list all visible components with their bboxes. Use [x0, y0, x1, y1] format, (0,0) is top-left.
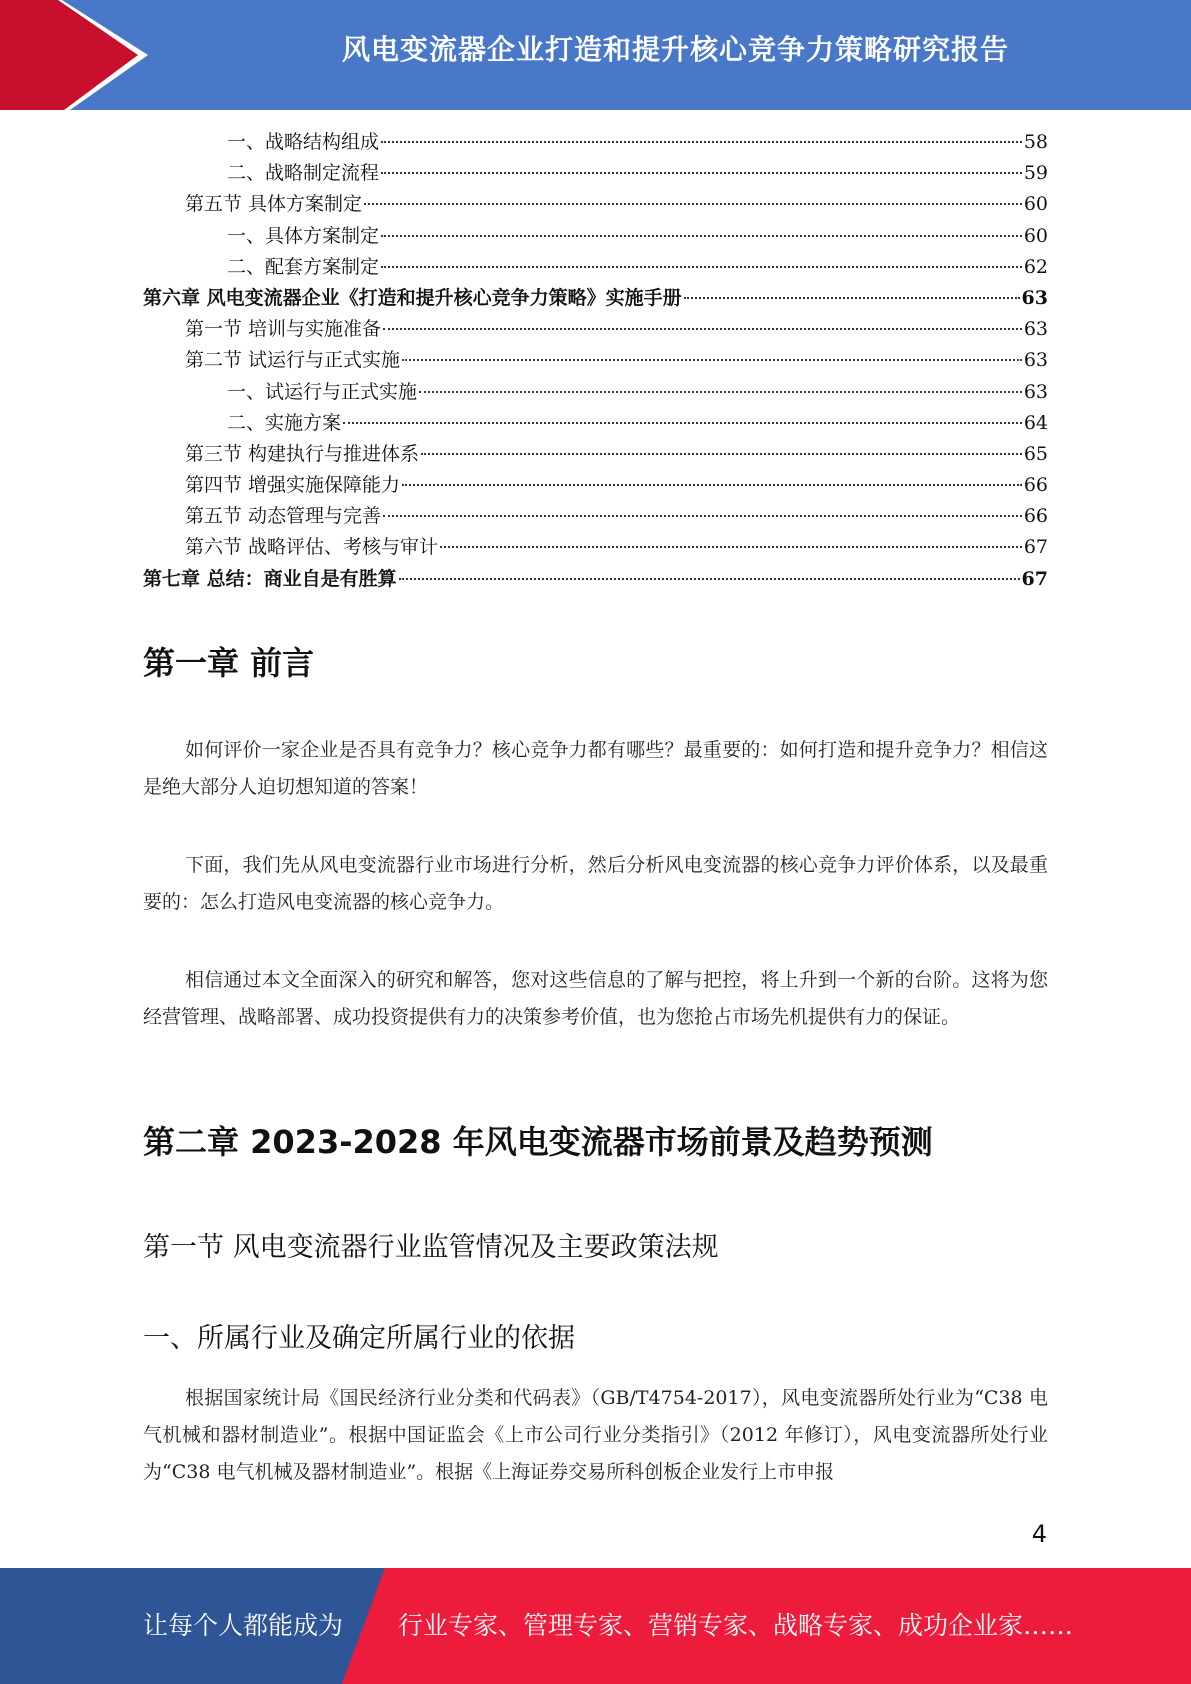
toc-entry-page: 67: [1023, 536, 1048, 559]
header-arrow-decoration: [0, 0, 160, 110]
toc-leader-dots: [684, 297, 1020, 299]
chapter-2-paragraph: 根据国家统计局《国民经济行业分类和代码表》（GB/T4754-2017），风电变流器所处行业为“C38 电气机械和器材制造业”。根据中国证监会《上市公司行业分类指引》（2012 年修订），风电变流器所处行业为“C38 电气机械及器材制造业”。根据《上海证券交易所科创板企业发行上市申报: [143, 1387, 1048, 1483]
toc-entry[interactable]: [143, 221, 1048, 252]
toc-leader-dots: [381, 141, 1022, 143]
toc-entry-page: 64: [1023, 411, 1048, 434]
toc-leader-dots: [383, 328, 1022, 330]
toc-entry-label: 第六章 风电变流器企业《打造和提升核心竞争力策略》实施手册: [143, 286, 682, 309]
toc-entry-page: 58: [1023, 131, 1048, 153]
toc-entry-label: 第四节 增强实施保障能力: [185, 474, 401, 497]
toc-entry-page: 60: [1023, 193, 1048, 216]
toc-entry[interactable]: [143, 377, 1048, 408]
toc-entry-label: 二、配套方案制定: [227, 255, 380, 278]
footer-slogan-left: 让每个人都能成为: [143, 1611, 344, 1640]
subsection-heading: 一、所属行业及确定所属行业的依据: [143, 1323, 575, 1354]
page-footer: [0, 1568, 1191, 1684]
toc-entry-label: 第二节 试运行与正式实施: [185, 349, 401, 372]
chapter-1-paragraph: 如何评价一家企业是否具有竞争力？核心竞争力都有哪些？最重要的：如何打造和提升竞争力？相信这是绝大部分人迫切想知道的答案！: [143, 739, 1048, 798]
toc-leader-dots: [381, 266, 1022, 268]
toc-entry-label: 第七章 总结：商业自是有胜算: [143, 567, 397, 590]
toc-entry-label: 一、具体方案制定: [227, 224, 380, 247]
toc-leader-dots: [399, 578, 1020, 580]
toc-entry-page: 63: [1023, 380, 1048, 403]
section-heading: 第一节 风电变流器行业监管情况及主要政策法规: [143, 1232, 719, 1263]
page-header: [0, 0, 1191, 110]
page-number: 4: [1031, 1520, 1047, 1548]
toc-entry[interactable]: [143, 252, 1048, 283]
toc-entry-page: 62: [1023, 255, 1048, 278]
toc-entry-label: 第一节 培训与实施准备: [185, 318, 382, 341]
toc-entry-page: 66: [1023, 474, 1048, 497]
toc-entry-page: 66: [1023, 505, 1048, 528]
toc-entry-page: 63: [1023, 349, 1048, 372]
toc-leader-dots: [383, 515, 1022, 517]
toc-entry[interactable]: [143, 158, 1048, 189]
chapter-2-heading: 第二章 2023-2028 年风电变流器市场前景及趋势预测: [143, 1123, 933, 1161]
toc-leader-dots: [402, 484, 1022, 486]
chapter-1-heading: 第一章 前言: [143, 644, 315, 682]
toc-entry[interactable]: [143, 408, 1048, 439]
toc-entry[interactable]: [143, 470, 1048, 501]
toc-entry[interactable]: [143, 532, 1048, 563]
toc-leader-dots: [381, 235, 1022, 237]
toc-entry-page: 59: [1023, 162, 1048, 185]
toc-entry-page: 63: [1023, 318, 1048, 341]
toc-leader-dots: [421, 453, 1022, 455]
toc-entry-page: 65: [1023, 442, 1048, 465]
toc-leader-dots: [364, 203, 1022, 205]
report-title: 风电变流器企业打造和提升核心竞争力策略研究报告: [341, 33, 1009, 66]
toc-entry[interactable]: [143, 501, 1048, 532]
toc-entry-label: 二、实施方案: [227, 411, 342, 434]
toc-leader-dots: [402, 359, 1022, 361]
toc-entry-label: 一、试运行与正式实施: [227, 380, 418, 403]
toc-entry-label: 第五节 动态管理与完善: [185, 505, 382, 528]
table-of-contents: [143, 127, 1048, 595]
chapter-1-paragraph: 下面，我们先从风电变流器行业市场进行分析，然后分析风电变流器的核心竞争力评价体系，以及最重要的：怎么打造风电变流器的核心竞争力。: [143, 854, 1048, 913]
toc-entry-label: 第三节 构建执行与推进体系: [185, 442, 420, 465]
toc-entry-chapter[interactable]: [143, 564, 1048, 595]
toc-leader-dots: [381, 172, 1022, 174]
toc-leader-dots: [343, 422, 1022, 424]
chapter-1-paragraph: 相信通过本文全面深入的研究和解答，您对这些信息的了解与把控，将上升到一个新的台阶。这将为您经营管理、战略部署、成功投资提供有力的决策参考价值，也为您抢占市场先机提供有力的保证。: [143, 969, 1048, 1028]
toc-entry-label: 第六节 战略评估、考核与审计: [185, 536, 439, 559]
toc-entry[interactable]: [143, 314, 1048, 345]
footer-slogan-right: 行业专家、管理专家、营销专家、战略专家、成功企业家……: [398, 1611, 1074, 1640]
toc-entry-page: 63: [1021, 286, 1048, 309]
toc-entry[interactable]: [143, 439, 1048, 470]
toc-leader-dots: [440, 546, 1022, 548]
toc-leader-dots: [419, 391, 1022, 393]
toc-entry-page: 60: [1023, 224, 1048, 247]
toc-entry[interactable]: [143, 127, 1048, 158]
toc-entry-chapter[interactable]: [143, 283, 1048, 314]
toc-entry[interactable]: [143, 189, 1048, 220]
toc-entry[interactable]: [143, 345, 1048, 376]
toc-entry-label: 二、战略制定流程: [227, 162, 380, 185]
toc-entry-label: 一、战略结构组成: [227, 131, 380, 153]
toc-entry-page: 67: [1021, 567, 1048, 590]
toc-entry-label: 第五节 具体方案制定: [185, 193, 363, 216]
